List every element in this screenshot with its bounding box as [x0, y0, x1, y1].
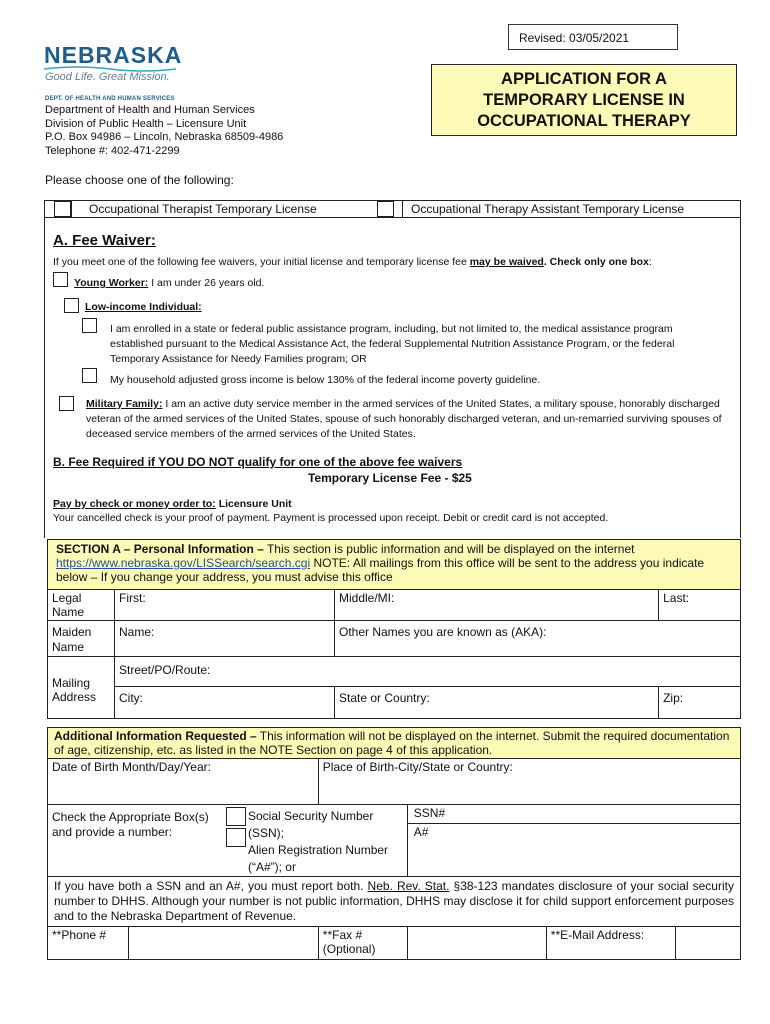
legal-name-label: Legal Name [48, 590, 115, 621]
fax-optional-label: (Optional) [322, 942, 376, 956]
a-number-field[interactable] [408, 824, 740, 842]
pay-to-label: Pay by check or money order to: [53, 498, 216, 510]
aka-label: Other Names you are known as (AKA): [339, 625, 547, 639]
mailing-address-label: Mailing Address [48, 657, 115, 719]
email-label: **E-Mail Address: [547, 927, 676, 959]
dob-label: Date of Birth Month/Day/Year: [52, 760, 211, 774]
title-line: TEMPORARY LICENSE IN [483, 91, 685, 109]
address-line: Division of Public Health – Licensure Unit [45, 117, 247, 130]
section-a-header [48, 540, 741, 590]
fax-field[interactable] [407, 927, 546, 960]
pob-label: Place of Birth-City/State or Country: [322, 760, 513, 774]
fee-required-heading: B. Fee Required if YOU DO NOT qualify for one of the above fee waivers [53, 455, 463, 469]
military-family-text: I am an active duty service member in the armed services of the United States, a military spouse, honorably discharged veteran of the armed services of the United States, spouse of such honorably discharged veteran, and un-remarried surviving spouses of deceased service members of the armed services of the United States. [86, 398, 722, 440]
license-choice-bar [44, 200, 741, 218]
statute-reference: Neb. Rev. Stat. [367, 879, 450, 893]
fax-label: **Fax # [322, 928, 363, 942]
young-worker-text: I am under 26 years old. [148, 277, 265, 289]
assistance-program-text: I am enrolled in a state or federal public assistance program, including, but not limited to, the medical assistance program established pursuant to the Medical Assistance Act, the federal Supplemental Nutrition Assistance Program, or the federal Temporary Assistance for Needy Families program; OR [110, 323, 675, 365]
income-guideline-text: My household adjusted gross income is below 130% of the federal income poverty guideline. [110, 374, 541, 386]
pay-to-line [53, 498, 292, 510]
first-name-field[interactable] [115, 590, 335, 621]
maiden-name-label: Maiden Name [48, 621, 115, 657]
dob-field[interactable] [48, 759, 319, 805]
logo-tagline: Good Life. Great Mission. [45, 71, 170, 83]
ota-license-label: Occupational Therapy Assistant Temporary License [411, 202, 685, 216]
section-a-text: This section is public information and will be displayed on the internet [263, 542, 635, 556]
dept-address [45, 104, 283, 158]
email-cell [546, 927, 740, 960]
payment-note: Your cancelled check is your proof of payment. Payment is processed upon receipt. Debit or credit card is not accepted. [53, 512, 609, 524]
revised-date: Revised: 03/05/2021 [508, 24, 678, 50]
pob-field[interactable] [318, 759, 740, 805]
city-field[interactable] [115, 687, 335, 719]
ot-license-checkbox[interactable] [54, 201, 71, 217]
additional-info-header [48, 728, 741, 759]
check-box-instruction: Check the Appropriate Box(s) and provide a number: [48, 805, 222, 877]
low-income-label: Low-income Individual: [85, 301, 202, 313]
state-label: State or Country: [339, 691, 430, 705]
young-worker-label: Young Worker: [74, 277, 149, 289]
email-field[interactable] [676, 927, 740, 959]
aka-field[interactable] [335, 621, 741, 657]
personal-info-table [47, 539, 741, 719]
maiden-name-field-label: Name: [119, 625, 155, 639]
phone-label: **Phone # [48, 927, 129, 960]
military-family-label: Military Family: [86, 398, 163, 410]
title-line: APPLICATION FOR A [501, 70, 667, 88]
phone-field[interactable] [129, 927, 319, 960]
id-type-labels [246, 807, 407, 876]
middle-name-field[interactable] [335, 590, 659, 621]
intro-may-be-waived: may be waived [469, 256, 544, 268]
middle-name-label: Middle/MI: [339, 591, 395, 605]
lis-search-link[interactable]: https://www.nebraska.gov/LISSearch/search.cgi [56, 556, 311, 570]
ssn-checkbox[interactable] [226, 807, 246, 826]
logo-dept: DEPT. OF HEALTH AND HUMAN SERVICES [45, 96, 175, 102]
intro-check-one: . Check only one box [543, 256, 649, 268]
first-name-label: First: [119, 591, 146, 605]
disclosure-part: If you have both a SSN and an A#, you must report both. [54, 879, 368, 893]
assistance-program-checkbox[interactable] [82, 318, 97, 333]
id-type-cell [222, 805, 407, 877]
fee-waiver-heading-text: A. Fee Waiver: [53, 232, 156, 249]
city-label: City: [119, 691, 143, 705]
last-name-field[interactable] [659, 590, 741, 621]
intro-text: If you meet one of the following fee waivers, your initial license and temporary license fee [53, 256, 470, 268]
address-line: Department of Health and Human Services [45, 104, 255, 116]
zip-field[interactable] [659, 687, 741, 719]
nebraska-logo [44, 42, 182, 69]
disclosure-part: §38-123 mandates disclosure of your social security number to DHHS. Although your number is not public information, DHHS may disclose it for child support enforcement purposes and to the Nebraska Department of Revenue. [54, 879, 734, 923]
title-line: OCCUPATIONAL THERAPY [477, 112, 691, 130]
military-family-option [86, 397, 736, 442]
address-line: Telephone #: 402-471-2299 [45, 144, 180, 157]
ot-license-label: Occupational Therapist Temporary License [89, 202, 317, 216]
young-worker-option [74, 277, 264, 289]
additional-info-table [47, 727, 741, 960]
divider [402, 201, 403, 217]
alien-number-checkbox[interactable] [226, 828, 246, 847]
young-worker-checkbox[interactable] [53, 272, 68, 287]
disclosure-text [48, 877, 741, 927]
fee-waiver-heading [53, 232, 156, 249]
ssn-number-field[interactable] [408, 805, 740, 824]
fee-waiver-intro [53, 256, 743, 268]
alien-number-label: Alien Registration Number (“A#”); or [247, 843, 389, 874]
zip-label: Zip: [663, 691, 684, 705]
temporary-license-fee: Temporary License Fee - $25 [308, 471, 472, 485]
ssn-number-label: SSN# [413, 806, 446, 820]
ssn-label: Social Security Number (SSN); [247, 809, 374, 840]
ota-license-checkbox[interactable] [377, 201, 394, 217]
state-field[interactable] [335, 687, 659, 719]
pay-to-value: Licensure Unit [215, 498, 292, 510]
license-choice-prompt: Please choose one of the following: [45, 173, 234, 187]
id-number-cell [407, 805, 740, 877]
a-number-label: A# [413, 825, 429, 839]
last-name-label: Last: [663, 591, 690, 605]
maiden-name-field[interactable] [115, 621, 335, 657]
street-label: Street/PO/Route: [119, 663, 211, 677]
low-income-checkbox[interactable] [64, 298, 79, 313]
additional-info-text: This information will not be displayed on the internet. Submit the required documentation of age, citizenship, etc. as listed in the NOTE Section on page 4 of this application. [54, 729, 730, 757]
street-field[interactable] [115, 657, 741, 687]
military-family-checkbox[interactable] [59, 396, 74, 411]
form-title [431, 64, 737, 136]
intro-colon: : [648, 256, 652, 268]
section-a-note: NOTE: All mailings from this office will be sent to the address you indicate below – If you change your address, you must advise this office [56, 556, 705, 584]
logo-text: NEBRASKA [44, 42, 183, 68]
additional-info-title: Additional Information Requested – [54, 729, 257, 743]
fax-label-cell [318, 927, 407, 960]
id-checkbox-column [226, 807, 246, 876]
divider [71, 201, 72, 217]
income-guideline-checkbox[interactable] [82, 368, 97, 383]
section-a-title: SECTION A – Personal Information – [56, 542, 264, 556]
address-line: P.O. Box 94986 – Lincoln, Nebraska 68509-4986 [45, 131, 284, 143]
